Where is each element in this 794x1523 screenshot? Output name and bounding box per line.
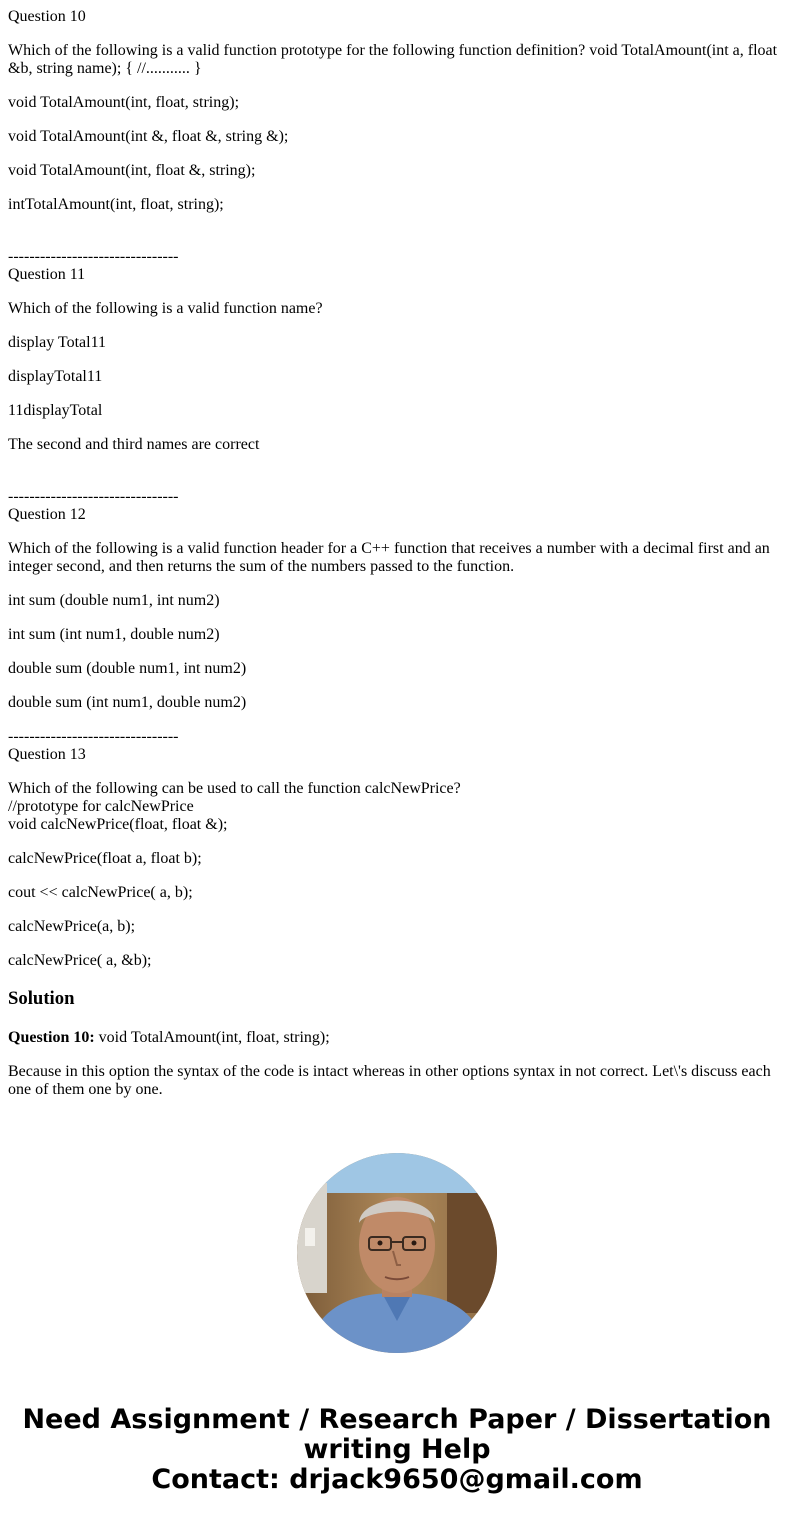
question-11-option-3: 11displayTotal <box>8 402 103 419</box>
question-12-option-4: double sum (int num1, double num2) <box>8 694 247 711</box>
question-12-option-2: int sum (int num1, double num2) <box>8 626 220 643</box>
solution-answer <box>8 1029 786 1047</box>
question-11-stem: Which of the following is a valid function name? <box>8 300 323 317</box>
question-11-title: Question 11 <box>8 266 86 283</box>
question-10-title: Question 10 <box>8 8 86 25</box>
question-13-option-1: calcNewPrice(float a, float b); <box>8 850 202 867</box>
question-10-option-4: intTotalAmount(int, float, string); <box>8 196 224 213</box>
solution-explanation: Because in this option the syntax of the code is intact whereas in other options syntax in not correct. Let\'s discuss each one of them one by one. <box>8 1063 771 1098</box>
promo-contact: Contact: drjack9650@gmail.com <box>151 1464 643 1495</box>
promo-line-2: writing Help <box>303 1434 491 1465</box>
question-12-title: Question 12 <box>8 506 86 523</box>
question-11-option-2: displayTotal11 <box>8 368 103 385</box>
question-13-option-4: calcNewPrice( a, &b); <box>8 952 152 969</box>
promo-line-1: Need Assignment / Research Paper / Dissertation <box>22 1404 772 1435</box>
question-10-stem: Which of the following is a valid function prototype for the following function definition? void TotalAmount(int a, float &b, string name); { //........... } <box>8 42 778 77</box>
question-10-option-1: void TotalAmount(int, float, string); <box>8 94 240 111</box>
solution-heading: Solution <box>8 988 75 1009</box>
avatar-photo <box>297 1153 497 1353</box>
document-content <box>8 8 786 1122</box>
question-11-option-1: display Total11 <box>8 334 106 351</box>
question-10-option-3: void TotalAmount(int, float &, string); <box>8 162 256 179</box>
question-12-option-1: int sum (double num1, int num2) <box>8 592 220 609</box>
avatar <box>297 1153 497 1353</box>
separator: -------------------------------- <box>8 488 179 505</box>
question-10-option-2: void TotalAmount(int &, float &, string &); <box>8 128 289 145</box>
solution-answer-text: void TotalAmount(int, float, string); <box>94 1029 330 1046</box>
promo-banner <box>0 1405 794 1495</box>
question-13-option-3: calcNewPrice(a, b); <box>8 918 136 935</box>
separator: -------------------------------- <box>8 728 179 745</box>
question-12-stem: Which of the following is a valid function header for a C++ function that receives a number with a decimal first and an integer second, and then returns the sum of the numbers passed to the function. <box>8 540 770 575</box>
question-13-option-2: cout << calcNewPrice( a, b); <box>8 884 193 901</box>
question-11-option-4: The second and third names are correct <box>8 436 260 453</box>
question-12-option-3: double sum (double num1, int num2) <box>8 660 247 677</box>
question-13-stem: Which of the following can be used to call the function calcNewPrice? //prototype for calcNewPrice void calcNewPrice(float, float &); <box>8 780 461 833</box>
separator: -------------------------------- <box>8 248 179 265</box>
solution-answer-label: Question 10: <box>8 1029 95 1046</box>
question-13-title: Question 13 <box>8 746 86 763</box>
